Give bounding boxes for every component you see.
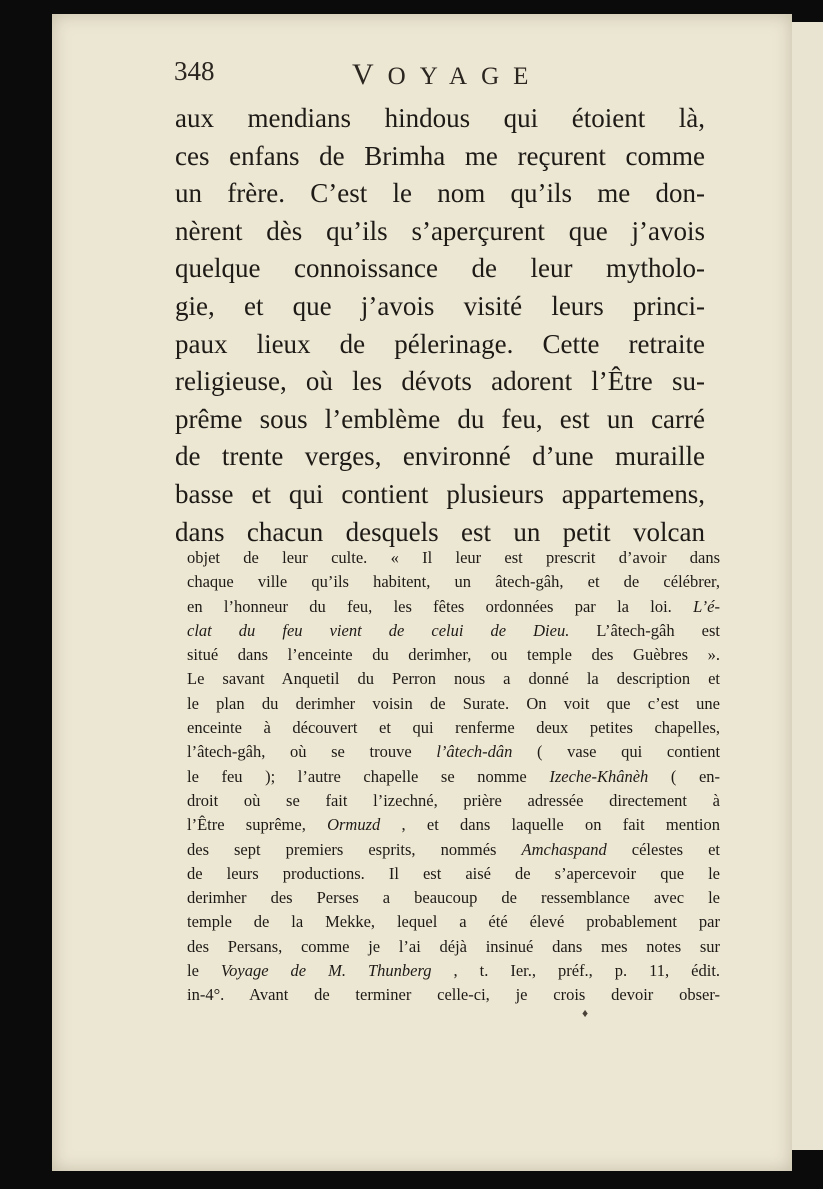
footnote-text: , et dans laquelle on fait mention bbox=[401, 815, 721, 835]
footnote-text: célestes et bbox=[631, 839, 720, 859]
page-number: 348 bbox=[174, 56, 215, 86]
running-title-initial: V bbox=[352, 58, 388, 91]
footnote-line: objet de leur culte. « Il leur est prescrit d’avoir dans bbox=[187, 548, 720, 567]
footnote-italic: Ormuzd bbox=[327, 815, 381, 835]
footnote-italic: clat du feu vient de celui de Dieu. bbox=[187, 620, 570, 640]
footnote-italic: Voyage de M. Thunberg bbox=[220, 961, 432, 981]
footnote-line: situé dans l’enceinte du derimher, ou temple des Guèbres ». bbox=[187, 645, 720, 665]
main-line: un frère. C’est le nom qu’ils me don- bbox=[175, 178, 705, 209]
footnote-line bbox=[187, 838, 720, 862]
main-line: nèrent dès qu’ils s’aperçurent que j’avois bbox=[175, 215, 705, 246]
main-line: aux mendians hindous qui étoient là, bbox=[175, 103, 705, 133]
main-line: paux lieux de pélerinage. Cette retraite bbox=[175, 328, 705, 359]
footnote-line: in-4°. Avant de terminer celle-ci, je crois devoir obser- bbox=[187, 985, 720, 1005]
footnote-line bbox=[187, 959, 720, 983]
footnote-text: l’âtech-gâh, où se trouve bbox=[187, 742, 412, 762]
main-line: ces enfans de Brimha me reçurent comme bbox=[175, 140, 705, 171]
footnote-italic: L’é- bbox=[693, 596, 720, 616]
running-title-rest: OYAGE bbox=[387, 63, 543, 90]
footnote-text: en l’honneur du feu, les fêtes ordonnées par la loi. bbox=[187, 596, 672, 616]
footnote-line bbox=[187, 740, 720, 764]
main-text-block bbox=[175, 100, 705, 551]
footnote-line: derimher des Perses a beaucoup de ressemblance avec le bbox=[187, 888, 720, 908]
footnote-line bbox=[187, 619, 720, 643]
footnote-text: ( vase qui contient bbox=[537, 742, 721, 762]
main-line: prême sous l’emblème du feu, est un carré bbox=[175, 403, 705, 434]
footnote-text: , t. Ier., préf., p. 11, édit. bbox=[453, 961, 721, 981]
footnote-text: des sept premiers esprits, nommés bbox=[187, 839, 497, 859]
main-line: dans chacun desquels est un petit volcan bbox=[175, 516, 705, 547]
footnote-line: enceinte à découvert et qui renferme deux petites chapelles, bbox=[187, 718, 720, 738]
footnote-line bbox=[187, 595, 720, 619]
footnote-text: L’âtech-gâh est bbox=[596, 620, 720, 640]
running-title bbox=[352, 58, 542, 92]
footnote-block bbox=[187, 546, 720, 1008]
footnote-line: des Persans, comme je l’ai déjà insinué dans mes notes sur bbox=[187, 936, 720, 956]
footnote-line: temple de la Mekke, lequel a été élevé probablement par bbox=[187, 912, 720, 932]
footnote-text: le feu ); l’autre chapelle se nomme bbox=[187, 766, 527, 786]
main-line: religieuse, où les dévots adorent l’Être su- bbox=[175, 366, 705, 397]
footnote-line: de leurs productions. Il est aisé de s’apercevoir que le bbox=[187, 863, 720, 883]
printer-mark-icon: ♦ bbox=[582, 1006, 589, 1020]
footnote-line: le plan du derimher voisin de Surate. On voit que c’est une bbox=[187, 693, 720, 713]
footnote-italic: Izeche-Khânèh bbox=[549, 766, 649, 786]
footnote-line: chaque ville qu’ils habitent, un âtech-gâh, et de célébrer, bbox=[187, 572, 720, 592]
footnote-italic: Amchaspand bbox=[521, 839, 607, 859]
footnote-line bbox=[187, 765, 720, 789]
footnote-text: l’Être suprême, bbox=[187, 815, 306, 835]
main-line: quelque connoissance de leur mytholo- bbox=[175, 253, 705, 284]
footnote-italic: l’âtech-dân bbox=[436, 742, 513, 762]
main-line: gie, et que j’avois visité leurs princi- bbox=[175, 290, 705, 321]
footnote-text: le bbox=[187, 961, 199, 981]
footnote-text: ( en- bbox=[670, 766, 721, 786]
footnote-line: Le savant Anquetil du Perron nous a donné la description et bbox=[187, 669, 720, 689]
footnote-line bbox=[187, 813, 720, 837]
footnote-line: droit où se fait l’izechné, prière adressée directement à bbox=[187, 790, 720, 810]
main-line: basse et qui contient plusieurs appartemens, bbox=[175, 478, 705, 509]
book-page bbox=[52, 14, 792, 1171]
main-line: de trente verges, environné d’une muraille bbox=[175, 441, 705, 472]
